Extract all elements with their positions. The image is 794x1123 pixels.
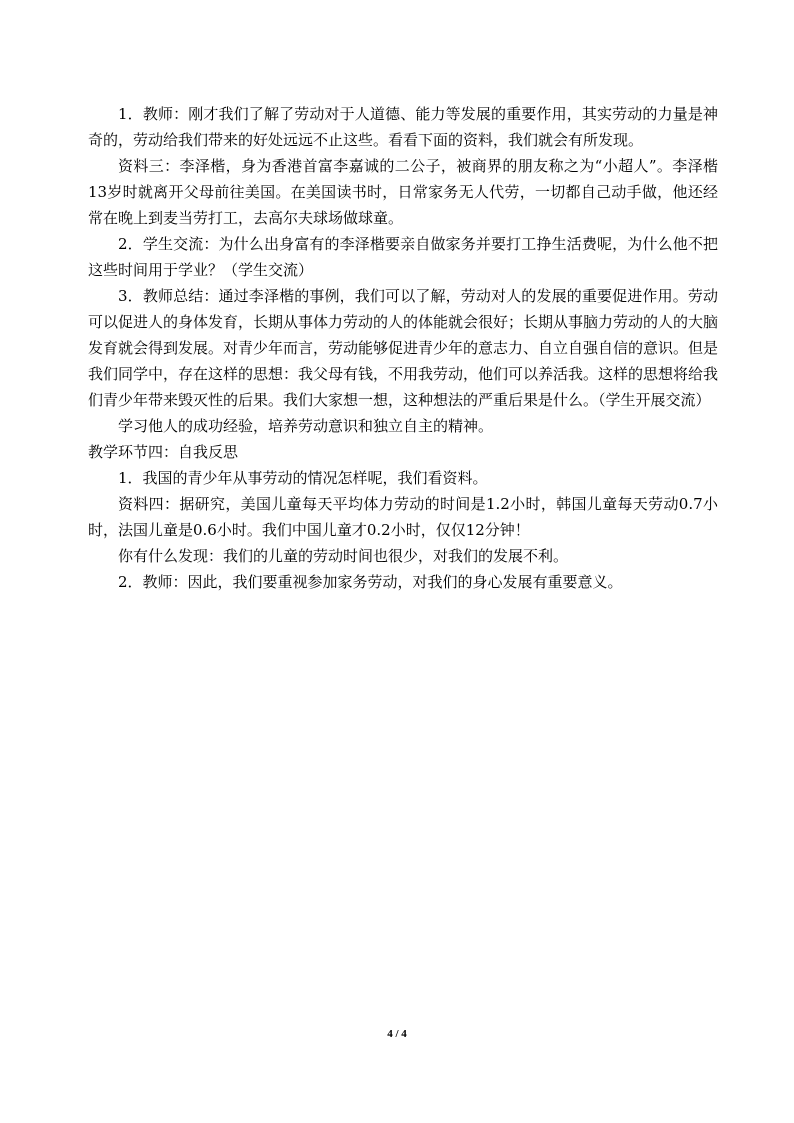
document-body [88, 101, 749, 595]
paragraph-material-four: 资料四：据研究，美国儿童每天平均体力劳动的时间是1.2小时，韩国儿童每天劳动0.7小时，法国儿童是0.6小时。我们中国儿童才0.2小时，仅仅12分钟！ [88, 495, 718, 539]
section-heading-self-reflection: 教学环节四：自我反思 [88, 443, 239, 461]
paragraph-learning-goal: 学习他人的成功经验，培养劳动意识和独立自主的精神。 [118, 417, 494, 435]
paragraph-findings: 你有什么发现：我们的儿童的劳动时间也很少，对我们的发展不利。 [118, 547, 569, 565]
paragraph-youth-labor-question: 1．我国的青少年从事劳动的情况怎样呢，我们看资料。 [118, 469, 488, 487]
paragraph-teacher-conclusion: 2．教师：因此，我们要重视参加家务劳动，对我们的身心发展有重要意义。 [118, 573, 623, 591]
page-number: 4 / 4 [387, 1028, 407, 1040]
paragraph-student-discussion: 2．学生交流：为什么出身富有的李泽楷要亲自做家务并要打工挣生活费呢，为什么他不把这些时间用于学业？（学生交流） [88, 235, 718, 279]
paragraph-material-three: 资料三：李泽楷，身为香港首富李嘉诚的二公子，被商界的朋友称之为“小超人”。李泽楷 13岁时就离开父母前往美国。在美国读书时，日常家务无人代劳，一切都自己动手做，他还经常在晚上到麦当劳打工，去高尔夫球场做球童。 [88, 157, 749, 227]
paragraph-teacher-intro: 1．教师：刚才我们了解了劳动对于人道德、能力等发展的重要作用，其实劳动的力量是神奇的，劳动给我们带来的好处远远不止这些。看看下面的资料，我们就会有所发现。 [88, 105, 718, 149]
paragraph-teacher-summary: 3．教师总结：通过李泽楷的事例，我们可以了解，劳动对人的发展的重要促进作用。劳动可以促进人的身体发育，长期从事体力劳动的人的体能就会很好；长期从事脑力劳动的人的大脑发育就会得到发展。对青少年而言，劳动能够促进青少年的意志力、自立自强自信的意识。但是我们同学中，存在这样的思想：我父母有钱，不用我劳动，他们可以养活我。这样的思想将给我们青少年带来毁灭性的后果。我们大家想一想，这种想法的严重后果是什么。（学生开展交流） [88, 287, 719, 409]
